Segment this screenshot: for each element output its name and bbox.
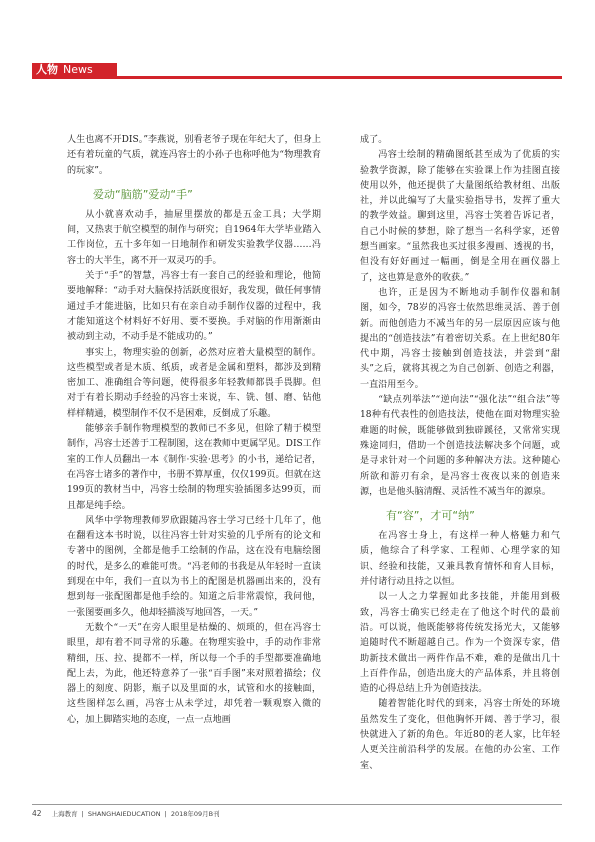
right-column [360,133,560,774]
paragraph: 无数个“一天”在旁人眼里是枯燥的、烦琐的，但在冯容士眼里，却有着不同寻常的乐趣。在物理实验中，手的动作非常精细，压、拉、提都不一样，所以每一个手的手型都要准确地配上去，为此，他还特意养了一张“百手图”来对照着描绘；仪器上的刻度、阴影，瓶子以及里面的水，试管和水的接触面，这些图样怎么画，冯容士从未学过，却凭着一颗观察入微的心，加上脚踏实地的态度，一点一点地画 [67,622,321,725]
paragraph: 在冯容士身上，有这样一种人格魅力和气质，他综合了科学家、工程师、心理学家的知识、经验和技能，又兼具教育情怀和育人目标，并付诸行动且持之以恒。 [360,531,560,588]
paragraph: 风华中学物理教师罗欣跟随冯容士学习已经十几年了，他在翻看这本书时说，以往冯容士针对实验的几乎所有的论文和专著中的图例，全都是他手工绘制的作品，这在没有电脑绘图的时代，是多么的难能可贵。“冯老师的书我是从年轻时一直读到现在中年，我们一直以为书上的配图是机器画出来的，没有想到每一张配图都是他手绘的。知道之后非常震惊，我问他，一张图要画多久，他却轻描淡写地回答，一天。” [67,515,321,618]
paragraph: 从小就喜欢动手，抽屉里摆放的都是五金工具；大学期间，又热衷于航空模型的制作与研究；自1964年大学毕业踏入工作岗位，五十多年如一日地制作和研发实验教学仪器……冯容士的大半生，离不开一双灵巧的手。 [67,209,321,266]
paragraph: 能够亲手制作物理模型的教师已不多见，但除了精于模型制作，冯容士还善于工程制图，这在教师中更属罕见。DIS工作室的工作人员翻出一本《制作·实验·思考》的小书，递给记者，在冯容士诸多的著作中，书册不算厚重，仅仅199页。但就在这199页的教材当中，冯容士绘制的物理实验插图多达99页，而且都是纯手绘。 [67,424,321,511]
paragraph: 随着智能化时代的到来，冯容士所处的环境虽然发生了变化，但他胸怀开阔、善于学习，很快就进入了新的角色。年近80的老人家，比年轻人更关注前沿科学的发展。在他的办公室、工作室、 [360,699,560,771]
paragraph: 关于“手”的智慧，冯容士有一套自己的经验和理论，他简要地解释：“动手对大脑保持活跃度很好，我发现，做任何事情通过手才能进脑，比如只有在亲自动手制作仪器的过程中，我才能知道这个材料好不好用、要不要换。手对脑的作用渐渐由被动到主动，不动手是不能成功的。” [67,271,321,343]
paragraph: 人生也离不开DIS。”李燕说，别看老爷子现在年纪大了，但身上还有着玩童的气质，就连冯容士的小孙子也称呼他为“物理教育的玩家”。 [67,135,321,176]
paragraph: 以一人之力掌握如此多技能，并能用到极致，冯容士确实已经走在了他这个时代的最前沿。可以说，他既能够将传统发扬光大，又能够追随时代不断超越自己。作为一个资深专家，借助新技术做出一两件作品不难，难的是做出几十上百件作品，创造出庞大的产品体系，并且将创造的心得总结上升为创造技法。 [360,592,560,695]
section-subheading: 爱动“脑筋”爱动“手” [93,187,193,201]
paragraph: 成了。 [360,135,388,145]
paragraph: 事实上，物理实验的创新，必然对应着大量模型的制作。这些模型或者是木质、纸质，或者是金属和塑料，都涉及到精密加工、准确组合等问题，使得很多年轻教师都畏手畏脚。但对于有着长期动手经验的冯容士来说，车、铣、刨、磨、钻他样样精通，模型制作不仅不是困难，反倒成了乐趣。 [67,347,321,419]
paragraph: “缺点列举法”“逆向法”“强化法”“组合法”等18种有代表性的创造技法，使他在面对物理实验难题的时候，既能够做到独辟蹊径，又常常实现殊途同归，借助一个创造技法解决多个问题，或是寻求针对一个问题的多种解决方法。这种随心所欲和游刃有余，是冯容士夜夜以来的创造来源，也是他头脑清醒、灵活性不减当年的源泉。 [360,395,560,497]
section-tag-cn: 人物 [36,63,58,76]
section-subheading: 有“容”，才可“纳” [386,509,475,523]
left-column [67,133,321,728]
page-header [0,0,595,78]
section-tag [32,63,117,77]
paragraph: 也许，正是因为不断地动手制作仪器和制图，如今，78岁的冯容士依然思维灵活、善于创新。而他创造力不减当年的另一层原因应该与他提出的“创造技法”有着密切关系。在上世纪80年代中期，冯容士接触到创造技法，并尝到“甜头”之后，就将其视之为自己创新、创造之利器，一直沿用至今。 [360,287,560,390]
footer-rule [32,804,562,805]
page-number: 42 [32,809,42,818]
section-tag-en: News [63,63,93,76]
header-rule [32,76,562,79]
paragraph: 冯容士绘制的精确图纸甚至成为了优质的实验教学资源，除了能够在实验课上作为挂图直接使用以外，他还提供了大量图纸给教材组、出版社，并以此编写了大量实验指导书，发挥了重大的教学效益。聊到这里，冯容士笑着告诉记者，自己小时候的梦想，除了想当一名科学家，还曾想当画家。“虽然我也买过很多漫画、透视的书，但没有好好画过一幅画，倒是全用在画仪器上了，这也算是意外的收获。” [360,150,560,283]
issue-date: 2018年09月B刊 [170,810,220,818]
magazine-name-en: SHANGHAIEDUCATION [87,810,161,818]
magazine-name-cn: 上海教育 [51,810,78,818]
page-footer: 42 上海教育 | SHANGHAIEDUCATION | 2018年09月B刊 [32,809,220,818]
